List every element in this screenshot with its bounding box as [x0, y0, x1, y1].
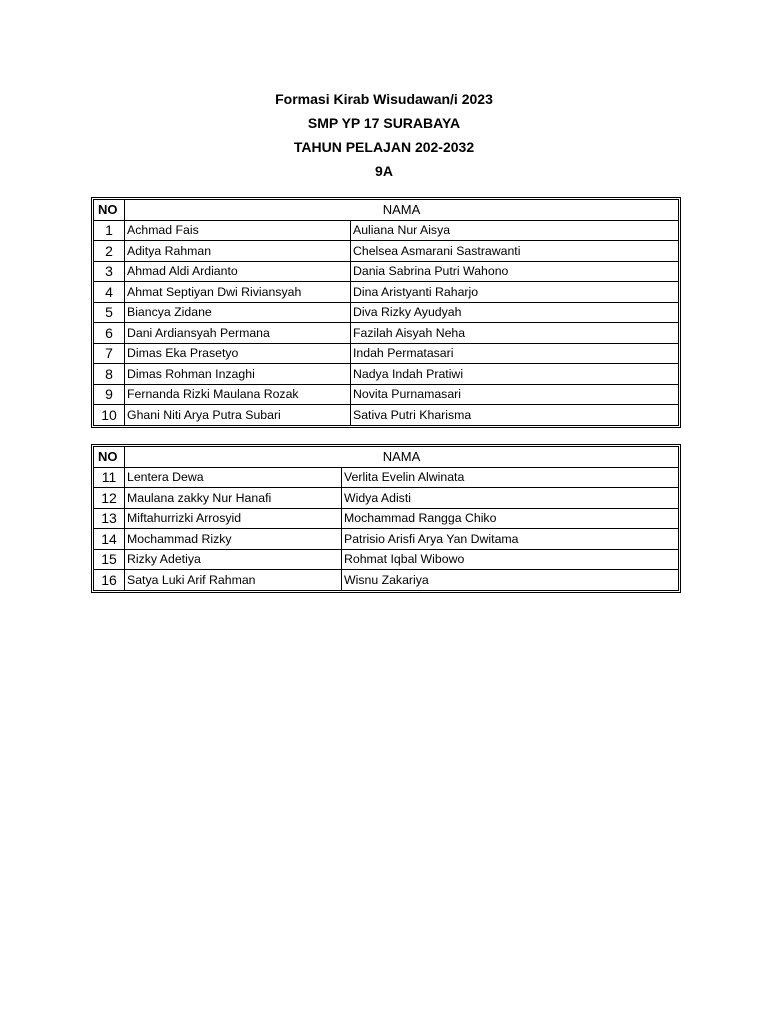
- name-cell-right: Patrisio Arisfi Arya Yan Dwitama: [342, 529, 678, 550]
- name-cell-right: Fazilah Aisyah Neha: [351, 323, 678, 344]
- title-line: Formasi Kirab Wisudawan/i 2023: [275, 91, 493, 107]
- table-row: [94, 405, 678, 425]
- school-year: TAHUN PELAJAN 202-2032: [293, 139, 475, 155]
- row-number: 11: [94, 468, 125, 489]
- name-cell-left: Biancya Zidane: [125, 303, 351, 324]
- table-row: [94, 221, 678, 242]
- table-row: [94, 303, 678, 324]
- name-cell-left: Ghani Niti Arya Putra Subari: [125, 405, 351, 425]
- class-name: 9A: [375, 163, 393, 179]
- name-cell-right: Verlita Evelin Alwinata: [342, 468, 678, 489]
- roster-table-2: [93, 446, 679, 591]
- row-number: 3: [94, 262, 125, 283]
- name-cell-left: Fernanda Rizki Maulana Rozak: [125, 385, 351, 406]
- name-cell-left: Ahmad Aldi Ardianto: [125, 262, 351, 283]
- column-header-nama: NAMA: [125, 200, 678, 221]
- name-cell-left: Rizky Adetiya: [125, 550, 342, 571]
- name-cell-left: Lentera Dewa: [125, 468, 342, 489]
- row-number: 10: [94, 405, 125, 425]
- table-row: [94, 344, 678, 365]
- table-row: [94, 385, 678, 406]
- name-cell-right: Dina Aristyanti Raharjo: [351, 282, 678, 303]
- row-number: 8: [94, 364, 125, 385]
- row-number: 4: [94, 282, 125, 303]
- name-cell-right: Novita Purnamasari: [351, 385, 678, 406]
- header-row: [94, 447, 678, 468]
- name-cell-right: Auliana Nur Aisya: [351, 221, 678, 242]
- name-cell-right: Sativa Putri Kharisma: [353, 407, 472, 422]
- name-cell-right: Nadya Indah Pratiwi: [351, 364, 678, 385]
- header-row: [94, 200, 678, 221]
- row-number: 13: [94, 509, 125, 530]
- table-row: [94, 529, 678, 550]
- column-header-nama: NAMA: [125, 447, 678, 468]
- name-cell-right: Wisnu Zakariya: [344, 572, 429, 587]
- name-cell-left: Dimas Eka Prasetyo: [125, 344, 351, 365]
- document-header: [0, 87, 768, 183]
- table-row: [94, 241, 678, 262]
- table-row: [94, 262, 678, 283]
- name-cell-left: Miftahurrizki Arrosyid: [125, 509, 342, 530]
- name-cell-right: Mochammad Rangga Chiko: [342, 509, 678, 530]
- table-row: [94, 488, 678, 509]
- name-cell-right: Widya Adisti: [342, 488, 678, 509]
- row-number: 15: [94, 550, 125, 571]
- table-row: [94, 282, 678, 303]
- table-row: [94, 323, 678, 344]
- name-cell-left: Mochammad Rizky: [125, 529, 342, 550]
- row-number: 12: [94, 488, 125, 509]
- row-number: 6: [94, 323, 125, 344]
- row-number: 5: [94, 303, 125, 324]
- column-header-no: NO: [94, 447, 125, 468]
- name-cell-right: Indah Permatasari: [351, 344, 678, 365]
- row-number: 16: [94, 570, 125, 590]
- table-row: [94, 364, 678, 385]
- name-cell-left: Satya Luki Arif Rahman: [125, 570, 342, 590]
- roster-table-1: [93, 199, 679, 426]
- table-row: [94, 509, 678, 530]
- column-header-no: NO: [94, 200, 125, 221]
- name-cell-left: Dani Ardiansyah Permana: [125, 323, 351, 344]
- row-number: 14: [94, 529, 125, 550]
- name-cell-left: Aditya Rahman: [125, 241, 351, 262]
- name-cell-left: Achmad Fais: [125, 221, 351, 242]
- name-cell-right: Chelsea Asmarani Sastrawanti: [351, 241, 678, 262]
- name-cell-right: Rohmat Iqbal Wibowo: [342, 550, 678, 571]
- row-number: 9: [94, 385, 125, 406]
- name-cell-left: Maulana zakky Nur Hanafi: [125, 488, 342, 509]
- table-row: [94, 468, 678, 489]
- table-row: [94, 550, 678, 571]
- name-cell-left: Ahmat Septiyan Dwi Riviansyah: [125, 282, 351, 303]
- row-number: 1: [94, 221, 125, 242]
- name-cell-right: Diva Rizky Ayudyah: [351, 303, 678, 324]
- row-number: 7: [94, 344, 125, 365]
- table-row: [94, 570, 678, 590]
- row-number: 2: [94, 241, 125, 262]
- school-name: SMP YP 17 SURABAYA: [307, 115, 461, 131]
- name-cell-right: Dania Sabrina Putri Wahono: [351, 262, 678, 283]
- name-cell-left: Dimas Rohman Inzaghi: [125, 364, 351, 385]
